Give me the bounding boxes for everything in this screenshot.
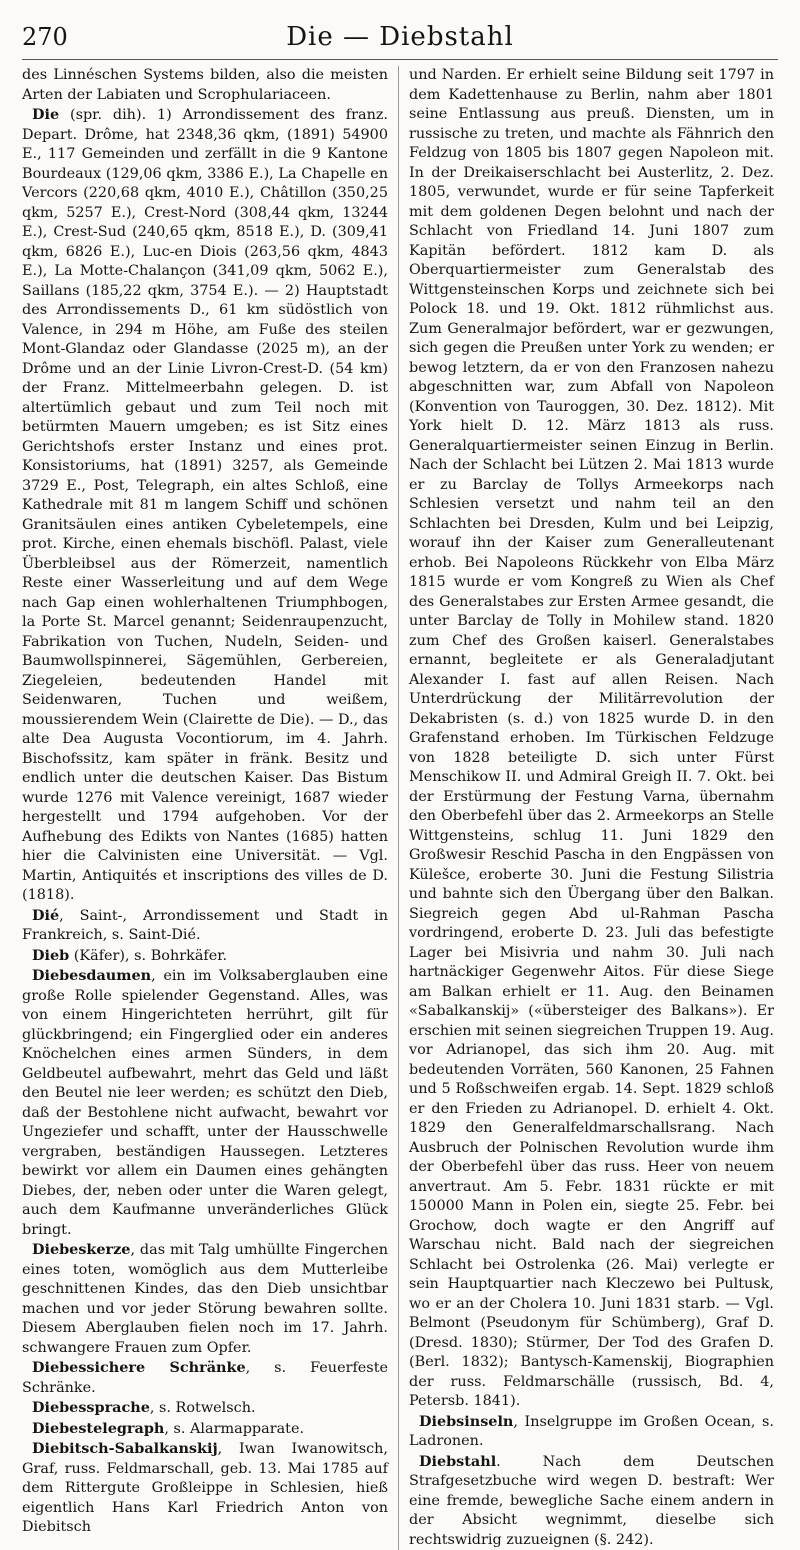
text-columns <box>22 66 778 1550</box>
entry-body: (spr. dih). 1) Arrondissement des franz. Depart. Drôme, hat 2348,36 qkm, (1891) 54900 E., 117 Gemeinden und zerfällt in die 9 Kantone Bourdeaux (129,06 qkm, 3386 E.), La Chapelle en Vercors (220,68 qkm, 4010 E.), Châtillon (350,25 qkm, 5257 E.), Crest-Nord (308,44 qkm, 13244 E.), Crest-Sud (240,65 qkm, 8518 E.), D. (309,41 qkm, 6826 E.), Luc-en Diois (263,56 qkm, 4843 E.), La Motte-Chalançon (341,09 qkm, 5062 E.), Saillans (185,22 qkm, 3754 E.). — 2) Hauptstadt des Arrondissements D., 61 km südöstlich von Valence, in 294 m Höhe, am Fuße des steilen Mont-Glandaz oder Glandasse (2025 m), an der Drôme und an der Linie Livron-Crest-D. (54 km) der Franz. Mittelmeerbahn gelegen. D. ist altertümlich gebaut und zum Teil noch mit betürmten Mauern umgeben; es ist Sitz eines Gerichtshofs erster Instanz und eines prot. Konsistoriums, hat (1891) 3257, als Gemeinde 3729 E., Post, Telegraph, ein altes Schloß, eine Kathedrale mit 81 m langem Schiff und schönen Granitsäulen eines antiken Cybeletempels, eine prot. Kirche, einen ehemals bischöfl. Palast, viele Überbleibsel aus der Römerzeit, namentlich Reste einer Wasserleitung und auf dem Wege nach Gap einen wohlerhaltenen Triumphbogen, la Porte St. Marcel genannt; Seidenraupenzucht, Fabrikation von Tuchen, Nudeln, Seiden- und Baumwollspinnerei, Sägemühlen, Gerbereien, Ziegeleien, bedeutenden Handel mit Seidenwaren, Tuchen und weißem, moussierendem Wein (Clairette de Die). — D., das alte Dea Augusta Vocontiorum, im 4. Jahrh. Bischofssitz, kam später in fränk. Besitz und endlich unter die deutschen Kaiser. Das Bistum wurde 1276 mit Valence vereinigt, 1687 wieder hergestellt und 1794 aufgehoben. Vor der Aufhebung des Edikts von Nantes (1685) hatten hier die Calvinisten eine Universität. — Vgl. Martin, Antiquités et inscriptions des villes de D. (1818). <box>22 107 388 903</box>
dictionary-entry <box>22 906 388 946</box>
dictionary-entry <box>22 1398 388 1419</box>
dictionary-entry <box>22 966 388 1240</box>
dictionary-entry <box>22 1439 388 1538</box>
entry-body: , das mit Talg umhüllte Fingerchen eines toten, womöglich aus dem Mutterleibe geschnittenen Kindes, das den Dieb unsichtbar machen und vor jeder Störung bewahren sollte. Diesem Aberglauben fielen noch im 17. Jahrh. schwangere Frauen zum Opfer. <box>22 1242 388 1356</box>
entry-headword: Die <box>32 106 59 123</box>
entry-body: , ein im Volksaberglauben eine große Rolle spielender Gegenstand. Alles, was von einem Hingerichteten herrührt, gilt für glückbringend; ein Fingerglied oder ein anderes Knöchelchen eines armen Sünders, in dem Geldbeutel aufbewahrt, mehrt das Geld und läßt den Beutel nie leer werden; es schützt den Dieb, daß der Bestohlene nicht aufwacht, bewahrt vor Ungeziefer und schafft, unter der Hausschwelle vergraben, beständigen Haussegen. Letzteres bewirkt vor allem ein Daumen eines gehängten Diebes, der, neben oder unter die Waren gelegt, auch dem Kaufmanne unveränderliches Glück bringt. <box>22 968 388 1238</box>
entry-headword: Diebessichere Schränke <box>32 1359 246 1376</box>
entry-headword: Diebstahl <box>419 1453 496 1470</box>
entry-body: , s. Feuerfeste Schränke. <box>22 1360 388 1396</box>
entry-headword: Dieb <box>32 947 69 964</box>
dictionary-entry <box>22 1419 388 1440</box>
entry-continuation <box>22 66 388 105</box>
entry-body: , s. Alarmapparate. <box>164 1421 304 1437</box>
entry-body: . Nach dem Deutschen Strafgesetzbuche wird wegen D. bestraft: Wer eine fremde, bewegliche Sache einem andern in der Absicht wegnimmt, dieselbe sich rechtswidrig zuzueignen (§. 242). <box>409 1454 774 1548</box>
entry-body: , Iwan Iwanowitsch, Graf, russ. Feldmarschall, geb. 13. Mai 1785 auf dem Rittergute Großleippe in Schlesien, hieß eigentlich Hans Karl Friedrich Anton von Diebitsch <box>22 1441 388 1535</box>
page-header <box>22 22 778 60</box>
entry-body: des Linnéschen Systems bilden, also die meisten Arten der Labiaten und Scrophulariaceen. <box>22 67 388 103</box>
entry-headword: Diebesdaumen <box>32 967 151 984</box>
left-column <box>22 66 398 1550</box>
entry-headword: Diebestelegraph <box>32 1420 164 1437</box>
entry-headword: Diebsinseln <box>419 1413 513 1430</box>
entry-headword: Diebeskerze <box>32 1241 130 1258</box>
entry-body: (Käfer), s. Bohrkäfer. <box>69 948 227 964</box>
page-number: 270 <box>22 23 82 51</box>
entry-body: , Saint-, Arrondissement und Stadt in Frankreich, s. Saint-Dié. <box>22 908 388 944</box>
running-title: Die — Diebstahl <box>82 22 778 52</box>
dictionary-entry <box>409 1452 774 1550</box>
entry-headword: Diebessprache <box>32 1399 150 1416</box>
entry-body: , Inselgruppe im Großen Ocean, s. Ladronen. <box>409 1414 774 1450</box>
right-column <box>398 66 774 1550</box>
entry-body: und Narden. Er erhielt seine Bildung seit 1797 in dem Kadettenhause zu Berlin, nahm aber 1801 seine Entlassung aus preuß. Diensten, um in russische zu treten, und machte als Fähnrich den Feldzug von 1805 bis 1807 gegen Napoleon mit. In der Dreikaiserschlacht bei Austerlitz, 2. Dez. 1805, verwundet, wurde er für seine Tapferkeit mit dem goldenen Degen belohnt und nach der Schlacht von Friedland 14. Juni 1807 zum Kapitän befördert. 1812 kam D. als Oberquartiermeister zum Generalstab des Wittgensteinschen Korps und zeichnete sich bei Polock 18. und 19. Okt. 1812 rühmlichst aus. Zum Generalmajor befördert, war er gezwungen, sich gegen die Preußen unter York zu wenden; er bewog letztern, da er von den Franzosen nahezu abgeschnitten war, zum Abfall von Napoleon (Konvention von Tauroggen, 30. Dez. 1812). Mit York hielt D. 12. März 1813 als russ. Generalquartiermeister seinen Einzug in Berlin. Nach der Schlacht bei Lützen 2. Mai 1813 wurde er zu Barclay de Tollys Armeekorps nach Schlesien versetzt und nahm teil an den Schlachten bei Dresden, Kulm und bei Leipzig, worauf ihn der Kaiser zum Generalleutenant erhob. Bei Napoleons Rückkehr von Elba März 1815 wurde er vom Kongreß zu Wien als Chef des Generalstabes zur Ersten Armee gesandt, die unter Barclay de Tolly in Mohilew stand. 1820 zum Chef des Großen kaiserl. Generalstabes ernannt, begleitete er als Generaladjutant Alexander I. fast auf allen Reisen. Nach Unterdrückung der Militärrevolution der Dekabristen (s. d.) von 1825 wurde D. in den Grafenstand erhoben. Im Türkischen Feldzuge von 1828 beteiligte D. sich unter Fürst Menschikow II. und Admiral Greigh II. 7. Okt. bei der Erstürmung der Festung Varna, übernahm den Oberbefehl über das 2. Armeekorps an Stelle Wittgensteins, schlug 11. Juni 1829 den Großwesir Reschid Pascha in den Engpässen von Külešce, eroberte 30. Juni die Festung Silistria und bahnte sich den Übergang über den Balkan. Siegreich gegen Abd ul-Rahman Pascha vordringend, eroberte D. 23. Juli das befestigte Lager bei Misivria und nahm 30. Juli nach hartnäckiger Gegenwehr Aitos. Für diese Siege am Balkan erhielt er 11. Aug. den Beinamen «Sabalkanskij» («übersteiger des Balkans»). Er erschien mit seinen siegreichen Truppen 19. Aug. vor Adrianopel, das sich ihm 20. Aug. mit bedeutenden Vorräten, 560 Kanonen, 25 Fahnen und 5 Roßschweifen ergab. 14. Sept. 1829 schloß er den Frieden zu Adrianopel. D. erhielt 4. Okt. 1829 den Generalfeldmarschallsrang. Nach Ausbruch der Polnischen Revolution wurde ihm der Oberbefehl über das russ. Heer von neuem anvertraut. Am 5. Febr. 1831 rückte er mit 150000 Mann in Polen ein, siegte 25. Febr. bei Grochow, doch wagte er den Angriff auf Warschau nicht. Bald nach der siegreichen Schlacht bei Ostrolenka (26. Mai) verlegte er sein Hauptquartier nach Kleczewo bei Pultusk, wo er an der Cholera 10. Juni 1831 starb. — Vgl. Belmont (Pseudonym für Schümberg), Graf D. (Dresd. 1830); Stürmer, Der Tod des Grafen D. (Berl. 1832); Bantysch-Kamenskij, Biographien der russ. Feldmarschälle (russisch, Bd. 4, Petersb. 1841). <box>409 67 774 1409</box>
dictionary-entry <box>22 1358 388 1398</box>
entry-headword: Dié <box>32 907 59 924</box>
entry-continuation <box>409 66 774 1412</box>
dictionary-entry <box>409 1412 774 1452</box>
dictionary-entry <box>22 946 388 967</box>
entry-body: , s. Rotwelsch. <box>150 1400 256 1416</box>
entry-headword: Diebitsch-Sabalkanskij <box>32 1440 218 1457</box>
dictionary-entry <box>22 105 388 906</box>
dictionary-entry <box>22 1240 388 1358</box>
